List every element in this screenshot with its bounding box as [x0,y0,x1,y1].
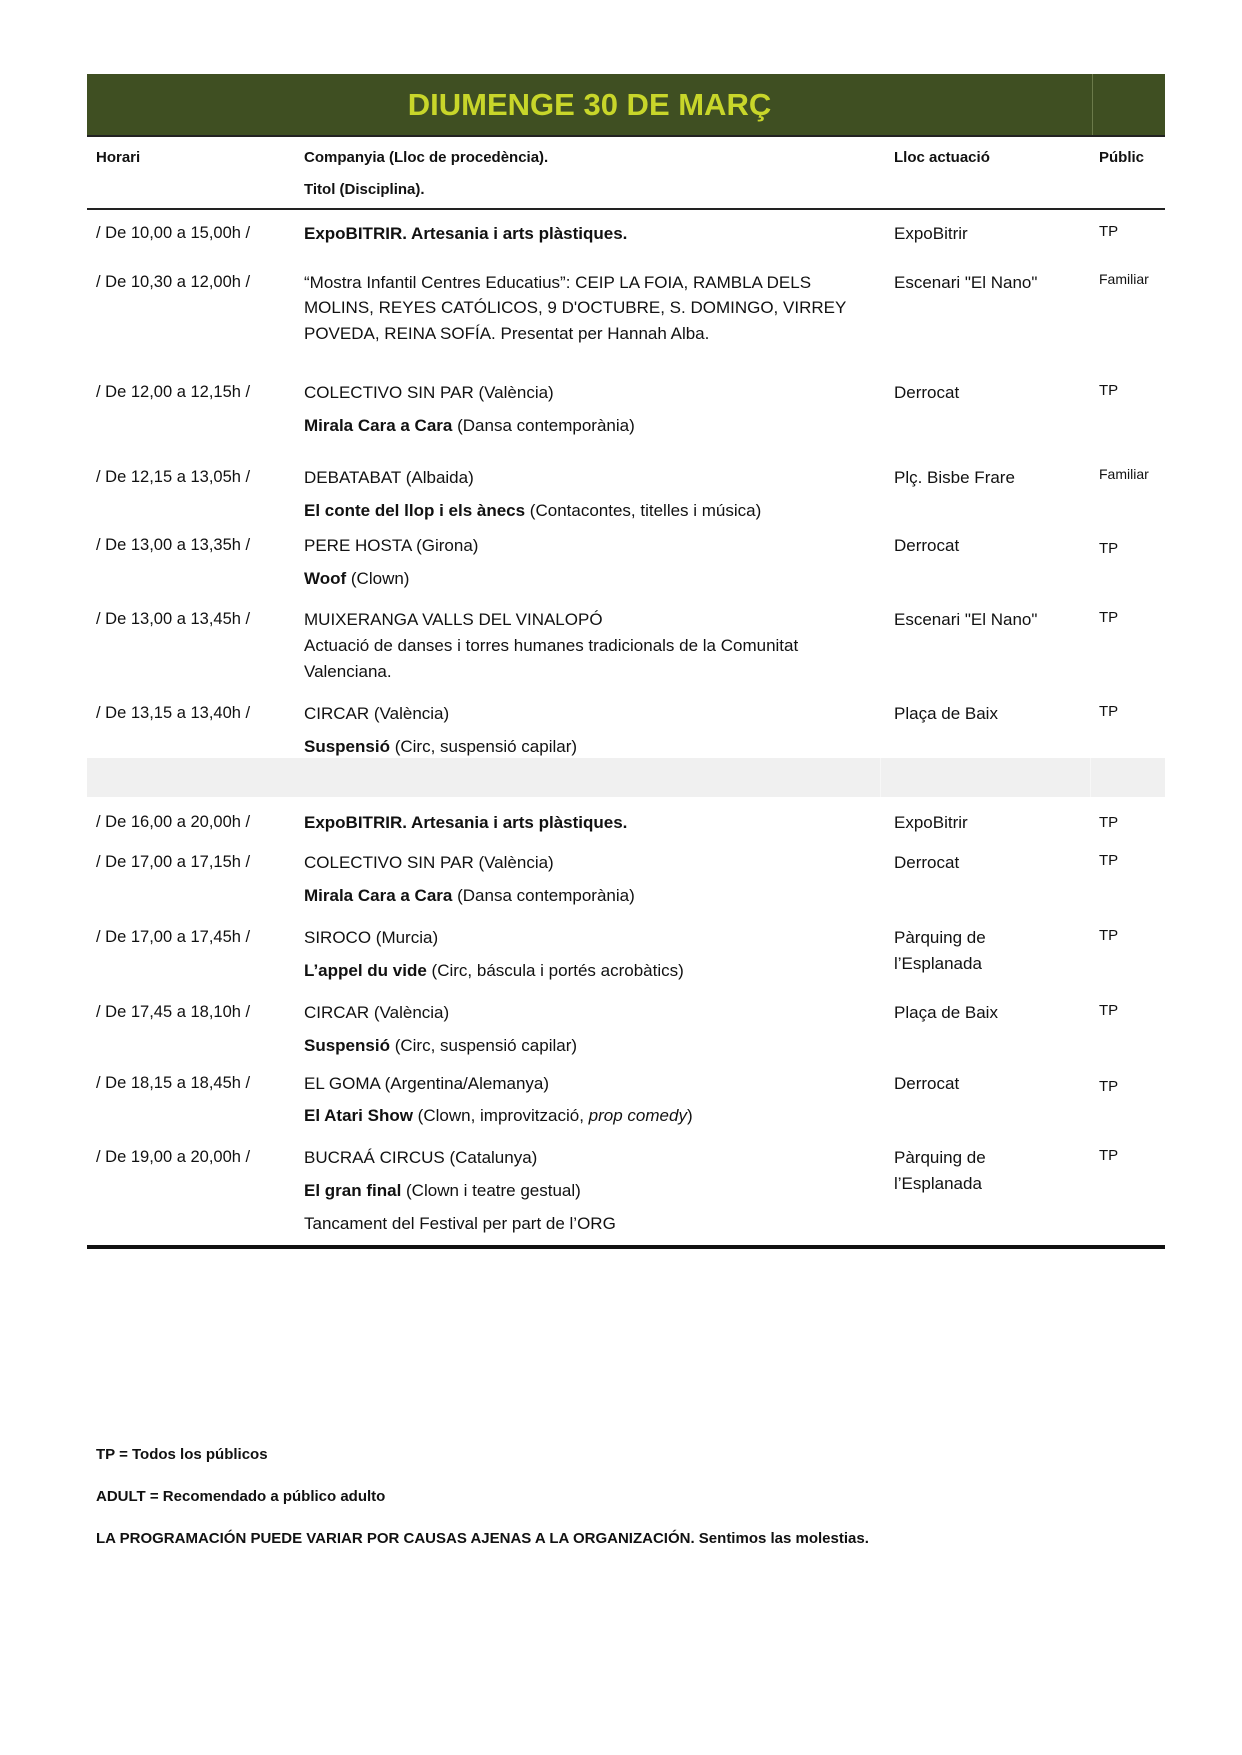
performance-detail: PERE HOSTA (Girona) [304,536,479,555]
schedule-time: / De 17,00 a 17,15h / [96,853,251,871]
performance-detail: Valenciana. [304,662,392,681]
performance-line [304,883,635,908]
venue: Plç. Bisbe Frare [894,468,1015,487]
audience-badge: TP [1099,609,1119,626]
performance-title: Woof [304,569,347,588]
schedule-time: / De 19,00 a 20,00h / [96,1148,251,1166]
audience-badge: Familiar [1099,466,1149,482]
performance-detail: COLECTIVO SIN PAR (València) [304,383,554,402]
venue-line-2: l’Esplanada [894,954,982,973]
performance-title: Mirala Cara a Cara [304,416,453,435]
legend-tp: TP = Todos los públicos [96,1446,268,1463]
performance-detail: MOLINS, REYES CATÓLICOS, 9 D'OCTUBRE, S. DOMINGO, VIRREY [304,298,847,317]
performance-detail: (Circ, suspensió capilar) [389,737,578,756]
audience-badge: TP [1099,852,1119,869]
performance-detail: MUIXERANGA VALLS DEL VINALOPÓ [304,610,603,629]
performance-line [304,1071,549,1096]
performance-line [304,498,761,523]
schedule-time: / De 17,00 a 17,45h / [96,928,251,946]
venue: ExpoBitrir [894,813,968,832]
break-row-divider [880,758,881,797]
schedule-time: / De 10,00 a 15,00h / [96,224,251,242]
venue-line-2: l’Esplanada [894,1174,982,1193]
performance-detail-italic: prop comedy [588,1106,687,1125]
column-header-lloc: Lloc actuació [894,149,990,166]
performance-line [304,659,392,684]
performance-line [304,295,846,320]
performance-title: Suspensió [304,1036,390,1055]
performance-line [304,321,709,346]
performance-title: El conte del llop i els ànecs [304,501,526,520]
header-top-rule [87,135,1165,137]
schedule-time: / De 13,15 a 13,40h / [96,704,251,722]
schedule-time: / De 12,00 a 12,15h / [96,383,251,401]
performance-title: ExpoBITRIR. Artesania i arts plàstiques. [304,224,628,243]
venue: Plaça de Baix [894,1003,998,1022]
venue: Pàrquing de [894,1148,986,1167]
performance-line [304,1000,449,1025]
performance-line [304,850,554,875]
venue: Derrocat [894,536,960,555]
performance-detail: (Clown) [346,569,410,588]
performance-line [304,810,627,835]
performance-detail: (Dansa contemporània) [452,416,635,435]
performance-detail: ) [686,1106,693,1125]
performance-line [304,1103,693,1128]
venue: Derrocat [894,853,960,872]
performance-detail: (Contacontes, titelles i música) [525,501,762,520]
performance-line [304,607,603,632]
performance-detail: (Clown i teatre gestual) [401,1181,581,1200]
performance-detail: (Dansa contemporània) [452,886,635,905]
header-band-divider [1092,74,1093,136]
performance-title: El Atari Show [304,1106,413,1125]
header-bottom-rule [87,208,1165,210]
performance-line [304,413,635,438]
audience-badge: TP [1099,1078,1119,1095]
performance-line [304,925,438,950]
performance-line [304,1211,616,1236]
performance-line [304,1033,577,1058]
venue: Derrocat [894,1074,960,1093]
audience-badge: TP [1099,814,1119,831]
legend-adult: ADULT = Recomendado a público adulto [96,1488,386,1505]
performance-line [304,566,409,591]
venue: Plaça de Baix [894,704,998,723]
performance-title: ExpoBITRIR. Artesania i arts plàstiques. [304,813,628,832]
audience-badge: TP [1099,1147,1119,1164]
audience-badge: TP [1099,703,1119,720]
audience-badge: TP [1099,540,1119,557]
schedule-time: / De 13,00 a 13,45h / [96,610,251,628]
performance-line [304,1178,581,1203]
schedule-time: / De 16,00 a 20,00h / [96,813,251,831]
performance-title: Suspensió [304,737,390,756]
performance-detail: DEBATABAT (Albaida) [304,468,474,487]
table-bottom-rule [87,1245,1165,1249]
performance-detail: (Circ, suspensió capilar) [389,1036,578,1055]
performance-detail: CIRCAR (València) [304,704,450,723]
column-header-horari: Horari [96,149,141,166]
performance-detail: COLECTIVO SIN PAR (València) [304,853,554,872]
venue: Escenari "El Nano" [894,273,1038,292]
schedule-time: / De 17,45 a 18,10h / [96,1003,251,1021]
column-header-titol: Titol (Disciplina). [304,181,425,198]
schedule-time: / De 18,15 a 18,45h / [96,1074,251,1092]
venue: Escenari "El Nano" [894,610,1038,629]
audience-badge: TP [1099,1002,1119,1019]
audience-badge: Familiar [1099,271,1149,287]
schedule-time: / De 10,30 a 12,00h / [96,273,251,291]
performance-line [304,734,577,759]
performance-line [304,465,474,490]
performance-detail: “Mostra Infantil Centres Educatius”: CEIP LA FOIA, RAMBLA DELS [304,273,812,292]
performance-detail: Tancament del Festival per part de l’ORG [304,1214,616,1233]
performance-line [304,533,478,558]
performance-line [304,633,798,658]
performance-line [304,221,627,246]
schedule-time: / De 12,15 a 13,05h / [96,468,251,486]
performance-detail: CIRCAR (València) [304,1003,450,1022]
column-header-public: Públic [1099,149,1145,166]
venue: Pàrquing de [894,928,986,947]
performance-line [304,380,554,405]
performance-detail: SIROCO (Murcia) [304,928,439,947]
audience-badge: TP [1099,927,1119,944]
schedule-time: / De 13,00 a 13,35h / [96,536,251,554]
disclaimer-note: LA PROGRAMACIÓN PUEDE VARIAR POR CAUSAS AJENAS A LA ORGANIZACIÓN. Sentimos las molestias. [96,1530,869,1547]
break-row-divider [1090,758,1091,797]
performance-line [304,958,684,983]
lunch-break-row [87,758,1165,797]
venue: ExpoBitrir [894,224,968,243]
audience-badge: TP [1099,382,1119,399]
column-header-companyia: Companyia (Lloc de procedència). [304,149,549,166]
performance-title: El gran final [304,1181,402,1200]
performance-detail: EL GOMA (Argentina/Alemanya) [304,1074,550,1093]
performance-detail: BUCRAÁ CIRCUS (Catalunya) [304,1148,538,1167]
performance-title: Mirala Cara a Cara [304,886,453,905]
performance-detail: (Circ, báscula i portés acrobàtics) [426,961,684,980]
page-title: DIUMENGE 30 DE MARÇ [407,87,772,122]
performance-title: L’appel du vide [304,961,427,980]
performance-line [304,270,811,295]
venue: Derrocat [894,383,960,402]
performance-detail: POVEDA, REINA SOFÍA. Presentat per Hannah Alba. [304,324,710,343]
performance-line [304,1145,537,1170]
performance-line [304,701,449,726]
performance-detail: Actuació de danses i torres humanes tradicionals de la Comunitat [304,636,799,655]
performance-detail: (Clown, improvització, [412,1106,589,1125]
audience-badge: TP [1099,223,1119,240]
